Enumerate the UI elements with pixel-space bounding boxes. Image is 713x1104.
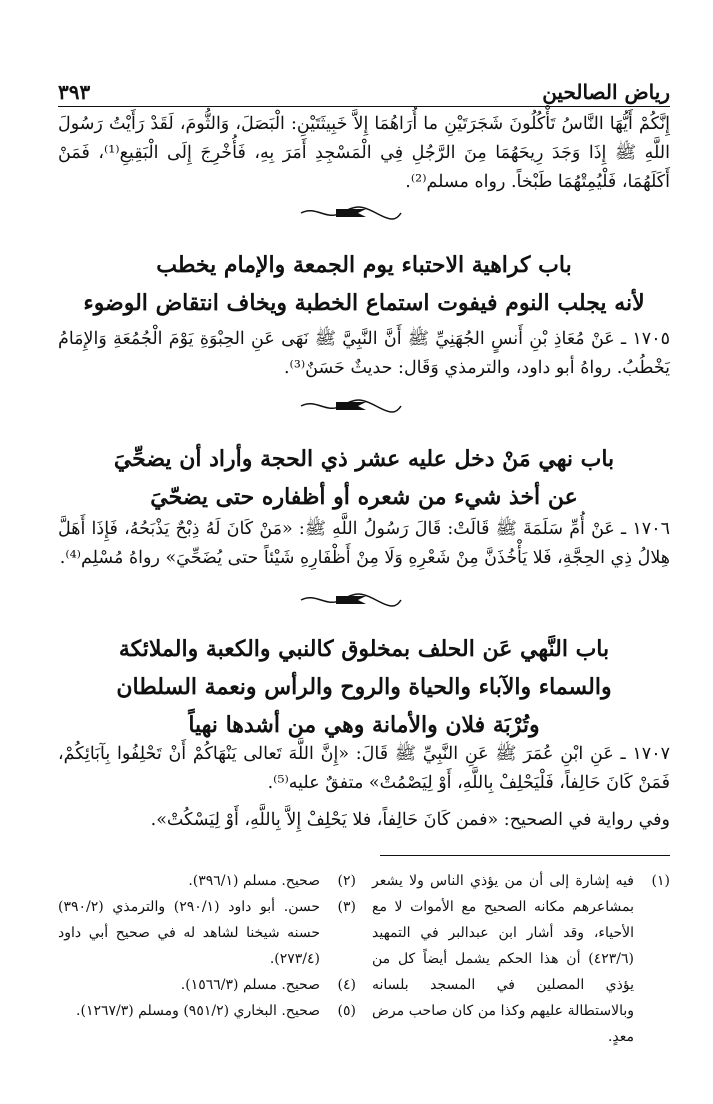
footnote-text: حسن. أبو داود (٢٩٠/١) والترمذي (٣٩٠/٢) حسنه شيخنا لشاهد له في صحيح أبي داود (٢٧٣/٤). (58, 899, 321, 967)
footnote-number: (٤) (337, 977, 356, 993)
hadith-1705: ١٧٠٥ ـ عَنْ مُعَاذِ بْنِ أَنسٍ الجُهَنِيِّ ﷺ أَنَّ النَّبِيَّ ﷺ نَهَى عَنِ الحِبْوَةِ يَوْمَ الْجُمُعَةِ وَالإِمَامُ يَخْطُبُ. رواهُ أبو داود، والترمذي وَقَال: حديثٌ حَسَنٌ⁽³⁾. (58, 329, 670, 378)
footnote-rule (380, 855, 670, 856)
heading-line: والسماء والآباء والحياة والروح والرأس ونعمة السلطان (116, 674, 612, 700)
section-heading-1 (58, 246, 670, 322)
heading-line: عن أخذ شيء من شعره أو أظفاره حتى يضحّيَ (150, 484, 578, 510)
footnote-number: (٢) (337, 873, 356, 889)
footnote-number: (٥) (337, 1003, 356, 1019)
footnote (58, 998, 356, 1024)
heading-line: باب نهي مَنْ دخل عليه عشر ذي الحجة وأراد أن يضحِّيَ (113, 446, 615, 472)
heading-line: باب النَّهي عَن الحلف بمخلوق كالنبي والكعبة والملائكة (118, 636, 610, 662)
hadith-1707: ١٧٠٧ ـ عَنِ ابْنِ عُمَرَ ﷺ عَنِ النَّبِيِّ ﷺ قَالَ: «إِنَّ اللَّهَ تَعالى يَنْهَاكُمْ أَنْ تَحْلِفُوا بِآبَائِكُمْ، فَمَنْ كَانَ حَالِفاً، فَلْيَحْلِفْ بِاللَّهِ، أَوْ لِيَصْمُتْ» متفقٌ عليه⁽⁵⁾. (58, 744, 670, 793)
footnote (372, 868, 670, 1050)
hadith-continuation: إِنَّكُمْ أَيُّهَا النَّاسُ تَأْكُلُونَ شَجَرَتَيْنِ ما أُرَاهُمَا إِلاَّ خَبِيثَتَيْنِ: الْبَصَلَ، وَالثُّومَ، لَقَدْ رَأَيْتُ رَسُولَ اللَّهِ ﷺ إِذَا وَجَدَ رِيحَهُمَا مِنَ الرَّجُلِ فِي الْمَسْجِدِ أَمَرَ بِهِ، فَأُخْرِجَ إِلَى الْبَقِيعِ⁽¹⁾، فَمَنْ أَكَلَهُمَا، فَلْيُمِتْهُمَا طَبْخاً. رواه مسلم⁽²⁾. (58, 114, 670, 192)
footnote-text: صحيح. مسلم (١٥٦٦/٣). (180, 977, 320, 993)
hadith-1707-variant: وفي رواية في الصحيح: «فمن كَانَ حَالِفاً، فلا يَحْلِفْ إِلاَّ بِاللَّهِ، أَوْ لِيَسْكُتْ». (150, 810, 670, 830)
hadith-1706: ١٧٠٦ ـ عَنْ أُمِّ سَلَمَةَ ﷺ قَالَتْ: قَالَ رَسُولُ اللَّهِ ﷺ: «مَنْ كَانَ لَهُ ذِبْحٌ يَذْبَحُهُ، فَإِذَا أَهَلَّ هِلالُ ذِي الحِجَّةِ، فَلا يَأْخُذَنَّ مِنْ شَعْرِهِ وَلَا مِنْ أَظْفَارِهِ شَيْئاً حتى يُضَحِّيَ» رواهُ مُسْلِم⁽⁴⁾. (58, 519, 670, 568)
footnote-text: صحيح. البخاري (٩٥١/٢) ومسلم (١٢٦٧/٣). (76, 1003, 320, 1019)
running-header (58, 76, 670, 107)
footnote (58, 972, 356, 998)
footnotes-right (372, 868, 670, 1050)
page-number: ٣٩٣ (58, 80, 91, 104)
heading-line: لأنه يجلب النوم فيفوت استماع الخطبة ويخاف انتقاض الوضوء (83, 290, 645, 316)
heading-line: وتُرْبَة فلان والأمانة وهي من أشدها نهياً (188, 712, 540, 738)
footnote (58, 894, 356, 972)
book-title: رياض الصالحين (542, 80, 670, 104)
divider-ornament-icon (296, 396, 406, 416)
footnote-number: (١) (651, 873, 670, 889)
heading-line: باب كراهية الاحتباء يوم الجمعة والإمام يخطب (156, 252, 572, 278)
divider-ornament-icon (296, 590, 406, 610)
section-heading-2 (58, 440, 670, 516)
section-heading-3 (58, 630, 670, 744)
footnote-number: (٣) (337, 899, 356, 915)
footnotes-left (58, 868, 356, 1024)
footnote-text: فيه إشارة إلى أن من يؤذي الناس ولا يشعر بمشاعرهم مكانه الصحيح مع الأموات لا مع الأحياء، وقد أشار ابن عبدالبر في التمهيد (٤٢٣/٦) أن هذا الحكم يشمل أيضاً كل من يؤذي المصلين في المسجد بلسانه وبالاستطالة عليهم وكذا من كان صاحب مرض معدٍ. (372, 873, 634, 1045)
footnote-text: صحيح. مسلم (٣٩٦/١). (188, 873, 320, 889)
footnote (58, 868, 356, 894)
divider-ornament-icon (296, 203, 406, 223)
